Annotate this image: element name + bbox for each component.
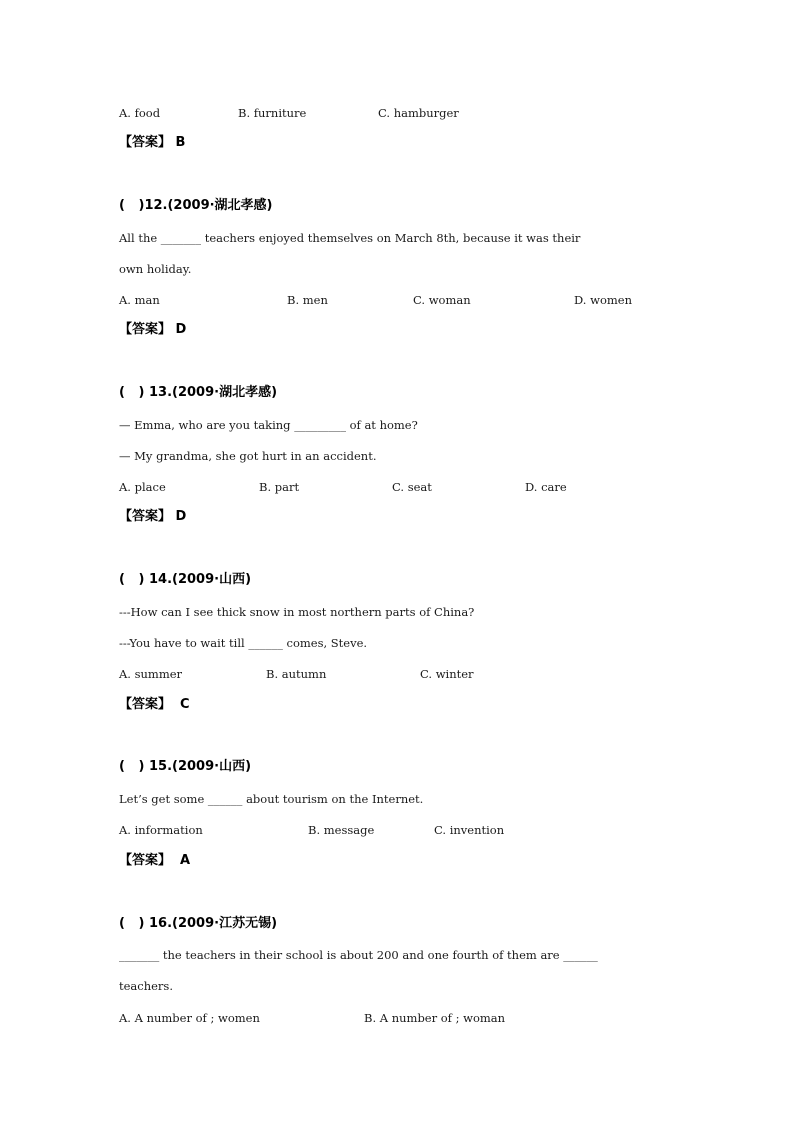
- q14-option-c[interactable]: C. winter: [420, 667, 474, 681]
- q12-option-a[interactable]: A. man: [119, 293, 160, 307]
- q15-text-line1: Let’s get some ______ about tourism on the Internet.: [119, 792, 424, 806]
- q11-option-c[interactable]: C. hamburger: [378, 106, 459, 120]
- q16-text-line1: _______ the teachers in their school is about 200 and one fourth of them are ______: [119, 948, 598, 962]
- q13-options: [119, 477, 567, 497]
- q16-header: ( ) 16.(2009·江苏无锡): [119, 916, 278, 931]
- q14-header: ( ) 14.(2009·山西): [119, 572, 252, 587]
- q14-answer: 【答案】 C: [119, 697, 190, 712]
- q14-option-a[interactable]: A. summer: [119, 667, 183, 681]
- q12-option-b[interactable]: B. men: [287, 293, 328, 307]
- q11-answer: 【答案】 B: [119, 135, 186, 150]
- q11-option-b[interactable]: B. furniture: [238, 106, 307, 120]
- q12-header: ( )12.(2009·湖北孝感): [119, 198, 273, 213]
- q13-option-a[interactable]: A. place: [119, 480, 166, 494]
- q16-options: [119, 1008, 506, 1028]
- q13-option-d[interactable]: D. care: [525, 480, 567, 494]
- q13-option-b[interactable]: B. part: [259, 480, 300, 494]
- q13-answer: 【答案】 D: [119, 509, 187, 524]
- q12-option-c[interactable]: C. woman: [413, 293, 471, 307]
- q12-text-line1: All the _______ teachers enjoyed themselves on March 8th, because it was their: [119, 231, 581, 245]
- q14-text-line1: ---How can I see thick snow in most northern parts of China?: [119, 605, 475, 619]
- q15-option-a[interactable]: A. information: [119, 823, 203, 837]
- q13-option-c[interactable]: C. seat: [392, 480, 432, 494]
- q12-option-d[interactable]: D. women: [574, 293, 633, 307]
- q13-header: ( ) 13.(2009·湖北孝感): [119, 385, 278, 400]
- q13-text-line1: — Emma, who are you taking _________ of at home?: [119, 418, 418, 432]
- q14-option-b[interactable]: B. autumn: [266, 667, 327, 681]
- q12-options: [119, 290, 633, 310]
- q15-options: [119, 820, 505, 840]
- q16-option-b[interactable]: B. A number of ; woman: [364, 1011, 506, 1025]
- q12-text-line2: own holiday.: [119, 262, 192, 276]
- q14-options: [119, 664, 474, 684]
- q14-text-line2: ---You have to wait till ______ comes, Steve.: [119, 636, 368, 650]
- q11-option-a[interactable]: A. food: [119, 106, 161, 120]
- q15-option-b[interactable]: B. message: [308, 823, 375, 837]
- q12-answer: 【答案】 D: [119, 322, 187, 337]
- q15-header: ( ) 15.(2009·山西): [119, 759, 252, 774]
- q16-option-a[interactable]: A. A number of ; women: [119, 1011, 260, 1025]
- q15-option-c[interactable]: C. invention: [434, 823, 505, 837]
- q13-text-line2: — My grandma, she got hurt in an accident.: [119, 449, 377, 463]
- q11-options: [119, 103, 459, 123]
- q15-answer: 【答案】 A: [119, 853, 191, 868]
- q16-text-line2: teachers.: [119, 979, 173, 993]
